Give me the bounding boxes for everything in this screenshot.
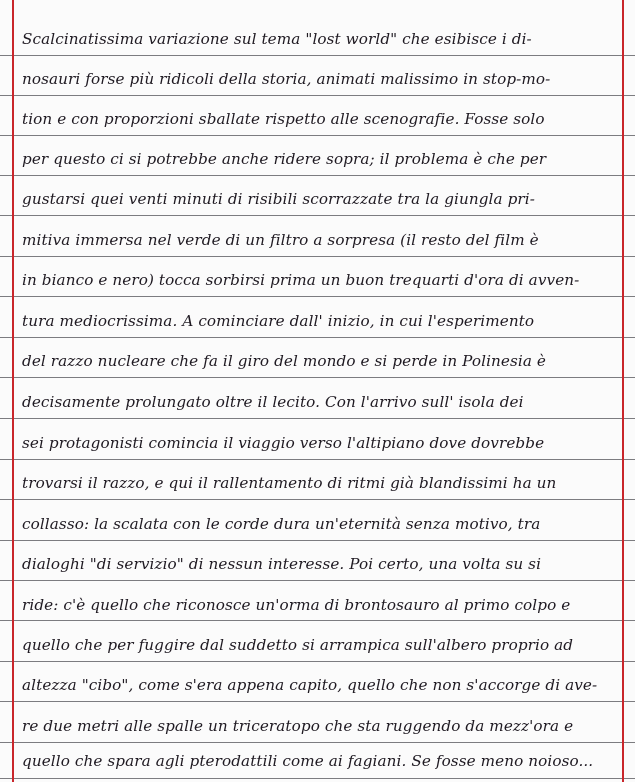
left-margin-line <box>12 0 14 782</box>
text-line: Scalcinatissima variazione sul tema "lost world" che esibisce i di- <box>22 30 532 48</box>
text-line: nosauri forse più ridicoli della storia, animati malissimo in stop-mo- <box>22 70 551 88</box>
text-line: del razzo nucleare che fa il giro del mondo e si perde in Polinesia è <box>22 352 547 370</box>
text-line: collasso: la scalata con le corde dura un'eternità senza motivo, tra <box>22 515 541 533</box>
text-line: tion e con proporzioni sballate rispetto alle scenografie. Fosse solo <box>22 110 545 128</box>
text-line: re due metri alle spalle un triceratopo che sta ruggendo da mezz'ora e <box>22 717 574 735</box>
text-line: tura mediocrissima. A cominciare dall' inizio, in cui l'esperimento <box>22 312 535 330</box>
text-line: quello che spara agli pterodattili come ai fagiani. Se fosse meno noioso... <box>22 752 594 770</box>
text-line: in bianco e nero) tocca sorbirsi prima un buon trequarti d'ora di avven- <box>22 271 580 289</box>
text-line: trovarsi il razzo, e qui il rallentamento di ritmi già blandissimi ha un <box>22 474 557 492</box>
text-line: altezza "cibo", come s'era appena capito, quello che non s'accorge di ave- <box>22 676 598 694</box>
right-margin-line <box>622 0 624 782</box>
text-line: sei protagonisti comincia il viaggio verso l'altipiano dove dovrebbe <box>22 434 545 452</box>
text-line: mitiva immersa nel verde di un filtro a sorpresa (il resto del film è <box>22 231 539 249</box>
text-line: per questo ci si potrebbe anche ridere sopra; il problema è che per <box>22 150 547 168</box>
text-line: ride: c'è quello che riconosce un'orma di brontosauro al primo colpo e <box>22 596 571 614</box>
text-line: quello che per fuggire dal suddetto si arrampica sull'albero proprio ad <box>22 636 574 654</box>
text-line: gustarsi quei venti minuti di risibili scorrazzate tra la giungla pri- <box>22 190 535 208</box>
text-line: decisamente prolungato oltre il lecito. Con l'arrivo sull' isola dei <box>22 393 524 411</box>
text-line: dialoghi "di servizio" di nessun interesse. Poi certo, una volta su si <box>22 555 542 573</box>
